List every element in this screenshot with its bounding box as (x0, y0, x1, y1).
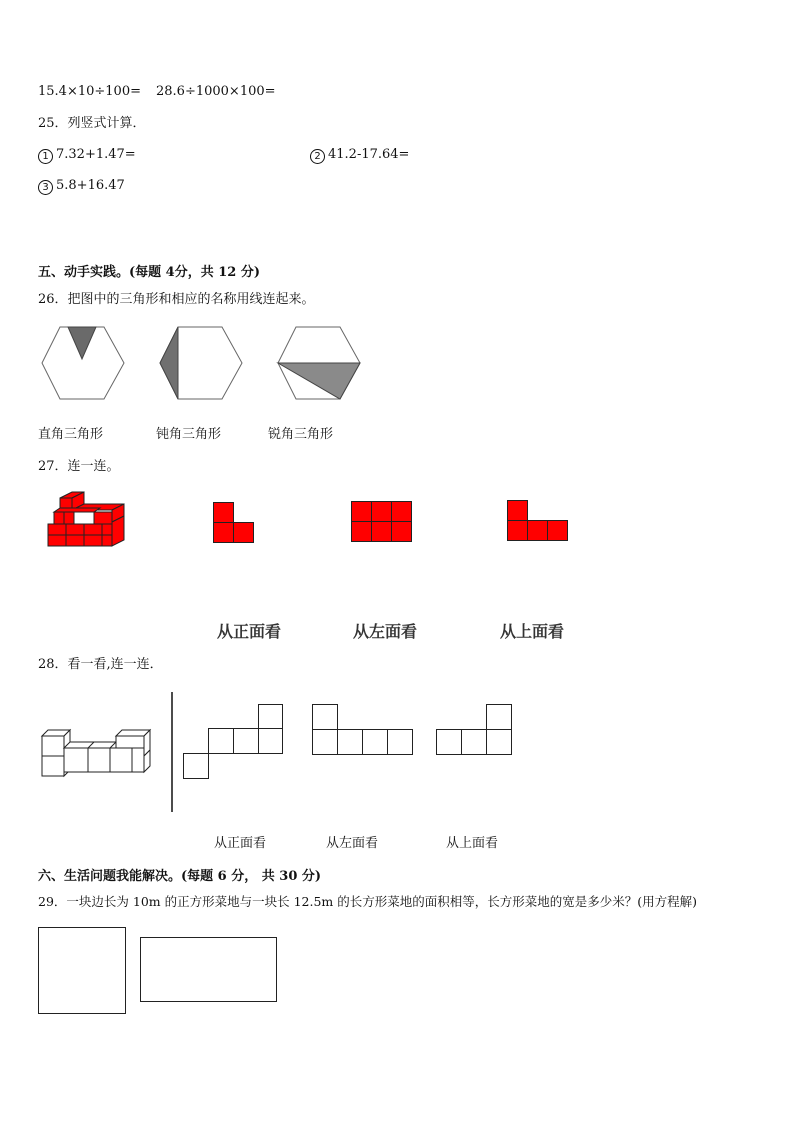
q25-expr-2: 41.2-17.64= (328, 147, 410, 162)
circled-number-3: 3 (38, 180, 53, 195)
red-view-l-shape (213, 502, 255, 544)
q25-expr-3: 5.8+16.47 (56, 178, 125, 193)
hexagon-figure-1 (40, 325, 126, 401)
section-6-title: 六、生活问题我能解决。(每题 6 分， 共 30 分) (38, 869, 322, 884)
hexagon-figure-3 (276, 325, 362, 401)
circled-number-2: 2 (310, 149, 325, 164)
q25-item-1 (38, 148, 136, 164)
red-view-2x3-block (351, 501, 413, 543)
view-option-stairs (183, 704, 285, 782)
q27-view-left: 从左面看 (353, 622, 418, 641)
q27-view-top: 从上面看 (500, 622, 565, 641)
view-option-right-tall (436, 704, 516, 758)
label-obtuse-triangle: 钝角三角形 (156, 427, 222, 442)
q26-title: 26．把图中的三角形和相应的名称用线连起来。 (38, 292, 315, 307)
expression-1: 15.4×10÷100= (38, 84, 141, 99)
square-plot-figure (38, 927, 128, 1015)
rectangle-plot-figure (140, 937, 280, 1005)
q28-view-left: 从左面看 (326, 836, 379, 851)
q28-view-front: 从正面看 (214, 836, 267, 851)
q25-item-3 (38, 179, 125, 195)
q25-expr-1: 7.32+1.47= (56, 147, 136, 162)
q27-view-front: 从正面看 (217, 622, 282, 641)
label-right-triangle: 直角三角形 (38, 427, 104, 442)
q25-title: 25．列竖式计算． (38, 116, 146, 131)
circled-number-1: 1 (38, 149, 53, 164)
q29-title: 29．一块边长为 10m 的正方形菜地与一块长 12.5m 的长方形菜地的面积相等，长方形菜地的宽是多少米？(用方程解) (38, 894, 697, 909)
q25-item-2 (310, 148, 409, 164)
expression-2: 28.6÷1000×100= (156, 84, 276, 99)
q27-title: 27．连一连。 (38, 459, 120, 474)
red-cube-solid (46, 490, 126, 550)
q28-view-top: 从上面看 (446, 836, 499, 851)
label-acute-triangle: 锐角三角形 (268, 427, 334, 442)
red-view-long-l (507, 500, 569, 542)
vertical-divider (171, 692, 173, 812)
white-cube-solid (42, 724, 154, 776)
q28-title: 28．看一看,连一连． (38, 657, 163, 672)
section-5-title: 五、动手实践。(每题 4分，共 12 分) (38, 265, 261, 280)
view-option-left-tall (312, 704, 416, 758)
hexagon-figure-2 (158, 325, 244, 401)
